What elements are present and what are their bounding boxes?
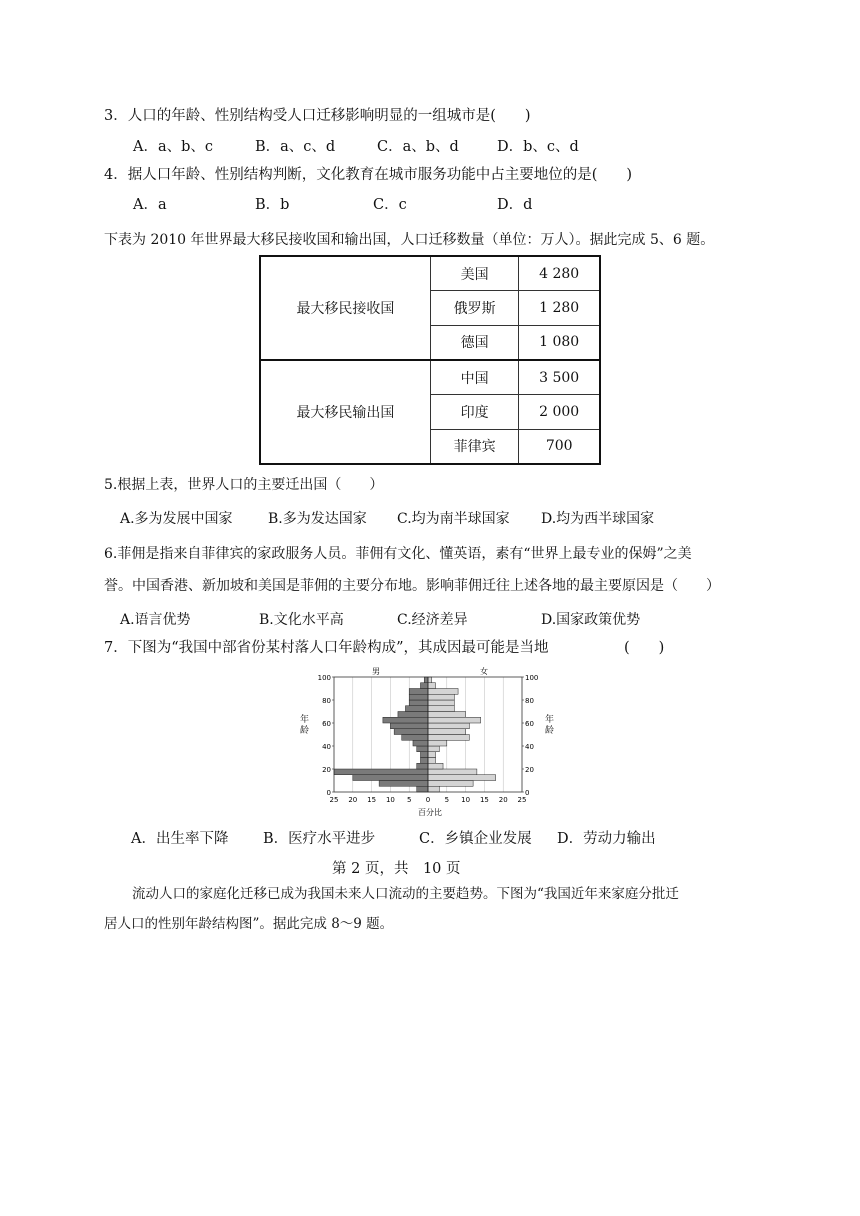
female-bar xyxy=(428,735,469,741)
group-label-receive: 最大移民接收国 xyxy=(260,256,430,360)
y-tick-label-left: 40 xyxy=(322,743,331,751)
page-number-footer: 第 2 页，共 10 页 xyxy=(332,861,461,877)
intro-5-6: 下表为 2010 年世界最大移民接收国和输出国，人口迁移数量（单位：万人）。据此完成 5、6 题。 xyxy=(104,232,715,248)
x-tick-label: 20 xyxy=(348,796,358,804)
male-bar xyxy=(402,735,428,741)
y-tick-label-left: 0 xyxy=(326,789,331,797)
value-cell: 1 080 xyxy=(519,325,600,360)
x-tick-label: 10 xyxy=(461,796,471,804)
q6-option-d: D.国家政策优势 xyxy=(541,612,641,628)
value-cell: 1 280 xyxy=(519,291,600,325)
female-bar xyxy=(428,712,466,718)
q3-option-d: D．b、c、d xyxy=(497,139,579,155)
female-bar xyxy=(428,752,436,758)
male-bar xyxy=(353,775,428,781)
female-bar xyxy=(428,717,481,723)
male-bar xyxy=(409,689,428,695)
q6-option-a: A.语言优势 xyxy=(120,612,191,628)
intro-8-9-line1: 流动人口的家庭化迁移已成为我国未来人口流动的主要趋势。下图为“我国近年来家庭分批迁 xyxy=(132,886,679,902)
female-bar xyxy=(428,746,439,752)
female-bar xyxy=(428,740,447,746)
female-bar xyxy=(428,683,436,689)
male-bar xyxy=(417,746,428,752)
female-bar xyxy=(428,689,458,695)
q6-option-c: C.经济差异 xyxy=(397,612,468,628)
male-bar xyxy=(420,752,428,758)
q5-option-d: D.均为西半球国家 xyxy=(541,511,655,527)
male-bar xyxy=(420,683,428,689)
migration-table xyxy=(259,255,601,465)
female-label: 女 xyxy=(480,667,488,676)
q3-option-c: C．a、b、d xyxy=(377,139,459,155)
x-tick-label: 25 xyxy=(517,796,527,804)
female-bar xyxy=(428,694,454,700)
male-bar xyxy=(424,677,428,683)
male-bar xyxy=(409,694,428,700)
female-bar xyxy=(428,677,432,683)
q5-stem: 5.根据上表，世界人口的主要迁出国（ ） xyxy=(104,477,384,493)
population-pyramid-chart xyxy=(297,665,557,821)
q6-option-b: B.文化水平高 xyxy=(259,612,344,628)
q7-stem: 7．下图为“我国中部省份某村落人口年龄构成”，其成因最可能是当地 xyxy=(104,640,549,656)
female-bar xyxy=(428,781,473,787)
male-bar xyxy=(417,763,428,769)
female-bar xyxy=(428,786,439,792)
y-tick-label-right: 100 xyxy=(525,674,539,682)
y-tick-label-left: 80 xyxy=(322,697,331,705)
y-axis-label-right: 年龄 xyxy=(545,715,555,736)
value-cell: 4 280 xyxy=(519,256,600,291)
value-cell: 3 500 xyxy=(519,360,600,395)
q4-option-b: B．b xyxy=(255,197,290,213)
x-axis-label: 百分比 xyxy=(418,808,442,817)
male-bar xyxy=(417,786,428,792)
male-bar xyxy=(413,740,428,746)
x-tick-label: 0 xyxy=(425,796,431,804)
value-cell: 2 000 xyxy=(519,395,600,429)
q7-answer-paren: ( ) xyxy=(624,640,665,656)
country-cell: 菲律宾 xyxy=(430,429,518,464)
y-tick-label-left: 20 xyxy=(322,766,331,774)
q4-option-d: D．d xyxy=(497,197,533,213)
male-bar xyxy=(390,723,428,729)
q5-option-a: A.多为发展中国家 xyxy=(120,511,233,527)
value-cell: 700 xyxy=(519,429,600,464)
y-tick-label-left: 60 xyxy=(322,720,331,728)
table-row xyxy=(260,360,600,395)
q6-stem-line2: 誉。中国香港、新加坡和美国是菲佣的主要分布地。影响菲佣迁往上述各地的最主要原因是（ ） xyxy=(104,578,720,594)
q3-option-b: B．a、c、d xyxy=(255,139,336,155)
x-tick-label: 15 xyxy=(367,796,377,804)
country-cell: 中国 xyxy=(430,360,518,395)
male-bar xyxy=(379,781,428,787)
q4-option-c: C．c xyxy=(373,197,407,213)
y-tick-label-right: 60 xyxy=(525,720,534,728)
population-pyramid-svg xyxy=(297,665,557,817)
female-bar xyxy=(428,758,436,764)
female-bar xyxy=(428,729,466,735)
female-bar xyxy=(428,700,454,706)
q7-option-c: C．乡镇企业发展 xyxy=(419,831,532,847)
x-tick-label: 20 xyxy=(498,796,508,804)
male-bar xyxy=(394,729,428,735)
x-tick-label: 15 xyxy=(479,796,489,804)
female-bar xyxy=(428,769,477,775)
x-tick-label: 25 xyxy=(329,796,339,804)
q3-stem: 3．人口的年龄、性别结构受人口迁移影响明显的一组城市是( ) xyxy=(104,108,531,124)
y-tick-label-right: 40 xyxy=(525,743,534,751)
y-axis-label-left: 年龄 xyxy=(300,715,310,736)
y-tick-label-left: 100 xyxy=(317,674,331,682)
x-tick-label: 5 xyxy=(406,796,412,804)
q4-stem: 4．据人口年龄、性别结构判断，文化教育在城市服务功能中占主要地位的是( ) xyxy=(104,167,633,183)
male-bar xyxy=(398,712,428,718)
country-cell: 德国 xyxy=(430,325,518,360)
country-cell: 印度 xyxy=(430,395,518,429)
x-tick-label: 10 xyxy=(385,796,395,804)
y-tick-label-right: 0 xyxy=(525,789,530,797)
female-bar xyxy=(428,706,454,712)
male-bar xyxy=(405,706,428,712)
q5-option-c: C.均为南半球国家 xyxy=(397,511,510,527)
q3-option-a: A．a、b、c xyxy=(133,139,214,155)
male-bar xyxy=(334,769,428,775)
y-tick-label-right: 20 xyxy=(525,766,534,774)
q4-option-a: A．a xyxy=(133,197,167,213)
male-label: 男 xyxy=(372,667,380,676)
q5-option-b: B.多为发达国家 xyxy=(268,511,367,527)
y-tick-label-right: 80 xyxy=(525,697,534,705)
group-label-send: 最大移民输出国 xyxy=(260,360,430,464)
male-bar xyxy=(383,717,428,723)
intro-8-9-line2: 居人口的性别年龄结构图”。据此完成 8～9 题。 xyxy=(104,916,394,932)
q7-option-a: A．出生率下降 xyxy=(131,831,229,847)
x-tick-label: 5 xyxy=(444,796,450,804)
q7-option-b: B．医疗水平进步 xyxy=(263,831,376,847)
table-row xyxy=(260,256,600,291)
q7-option-d: D．劳动力输出 xyxy=(557,831,656,847)
female-bar xyxy=(428,775,496,781)
country-cell: 美国 xyxy=(430,256,518,291)
female-bar xyxy=(428,723,469,729)
female-bar xyxy=(428,763,443,769)
male-bar xyxy=(420,758,428,764)
q6-stem-line1: 6.菲佣是指来自菲律宾的家政服务人员。菲佣有文化、懂英语，素有“世界上最专业的保姆”之美 xyxy=(104,546,692,562)
male-bar xyxy=(409,700,428,706)
country-cell: 俄罗斯 xyxy=(430,291,518,325)
